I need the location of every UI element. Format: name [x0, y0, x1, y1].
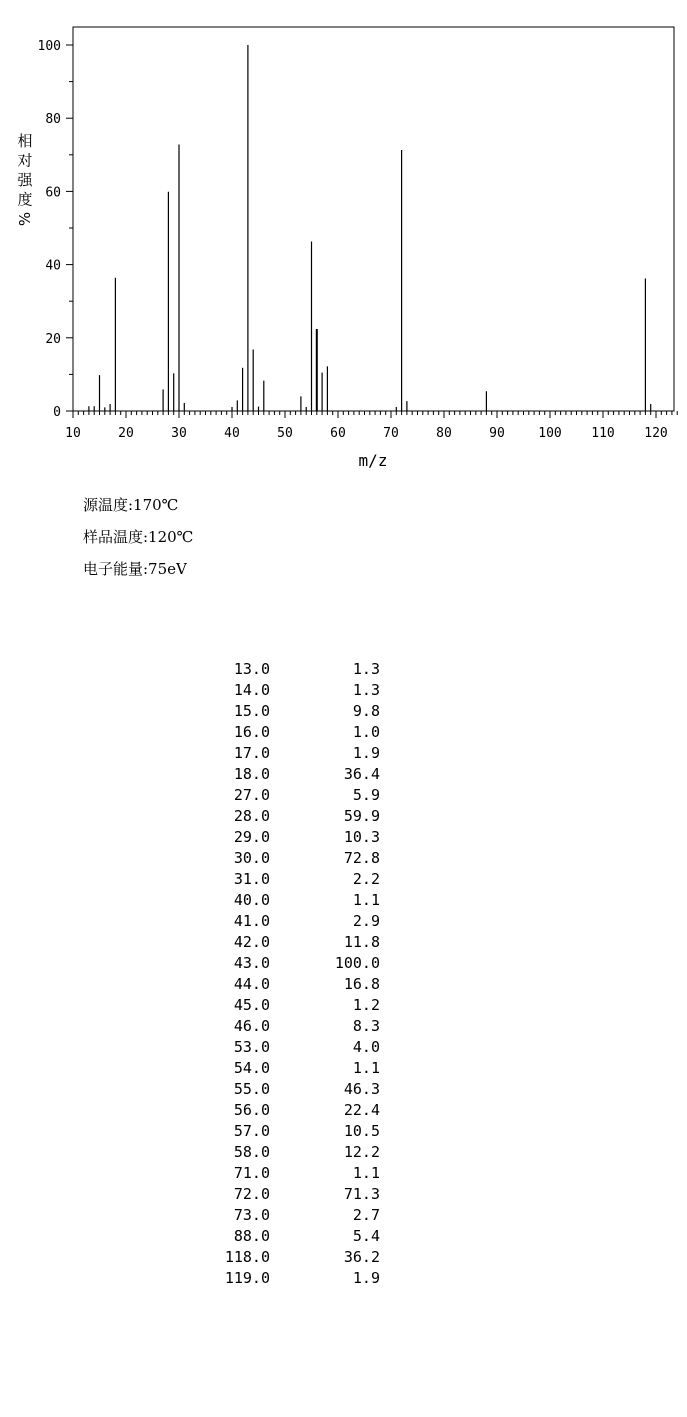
table-row [200, 953, 380, 974]
table-row [200, 827, 380, 848]
peak-intensity: 36.2 [343, 1248, 380, 1266]
table-row [200, 1226, 380, 1247]
table-row [200, 1037, 380, 1058]
peak-intensity: 59.9 [343, 807, 380, 825]
peak-mz: 57.0 [233, 1122, 270, 1140]
peak-mz: 13.0 [233, 660, 270, 678]
experiment-conditions [83, 494, 193, 590]
peak-mz: 18.0 [233, 765, 270, 783]
y-axis-title-char: 对 [17, 151, 33, 170]
peak-intensity: 5.4 [352, 1227, 380, 1245]
peak-intensity: 5.9 [352, 786, 380, 804]
peak-intensity: 72.8 [343, 849, 380, 867]
table-row [200, 848, 380, 869]
peak-intensity: 1.3 [352, 681, 380, 699]
table-row [200, 701, 380, 722]
peak-mz: 55.0 [233, 1080, 270, 1098]
peak-intensity: 36.4 [343, 765, 380, 783]
peak-mz: 14.0 [233, 681, 270, 699]
peak-mz: 72.0 [233, 1185, 270, 1203]
table-row [200, 764, 380, 785]
electron-energy: 电子能量:75eV [83, 560, 187, 578]
peak-mz: 28.0 [233, 807, 270, 825]
table-row [200, 911, 380, 932]
peak-mz: 30.0 [233, 849, 270, 867]
x-tick-label: 120 [644, 426, 668, 441]
table-row [200, 932, 380, 953]
x-axis-title: m/z [358, 451, 388, 470]
peak-mz: 41.0 [233, 912, 270, 930]
table-row [200, 1079, 380, 1100]
table-row [200, 1184, 380, 1205]
peak-mz: 31.0 [233, 870, 270, 888]
peak-mz: 17.0 [233, 744, 270, 762]
peak-intensity: 10.5 [343, 1122, 380, 1140]
table-row [200, 1205, 380, 1226]
table-row [200, 1268, 380, 1289]
mass-spectrum-chart [0, 0, 687, 480]
table-row [200, 1121, 380, 1142]
peak-intensity: 11.8 [343, 933, 380, 951]
peak-intensity: 2.9 [352, 912, 380, 930]
peak-mz: 40.0 [233, 891, 270, 909]
table-row [200, 1058, 380, 1079]
table-row [200, 1247, 380, 1268]
y-tick-label: 80 [45, 112, 61, 128]
table-row [200, 722, 380, 743]
peak-mz: 71.0 [233, 1164, 270, 1182]
y-tick-label: 100 [37, 39, 61, 54]
plot-frame [73, 27, 674, 411]
x-tick-label: 60 [330, 426, 346, 441]
table-row [200, 1163, 380, 1184]
peak-intensity: 1.2 [352, 996, 380, 1014]
peak-intensity: 16.8 [343, 975, 380, 993]
peak-intensity: 10.3 [343, 828, 380, 846]
x-tick-label: 80 [436, 426, 452, 441]
peak-mz: 54.0 [233, 1059, 270, 1077]
peak-intensity: 100.0 [334, 954, 380, 972]
peak-intensity: 2.7 [352, 1206, 380, 1224]
peak-intensity: 1.1 [352, 891, 380, 909]
peak-intensity: 8.3 [352, 1017, 380, 1035]
table-row [200, 680, 380, 701]
peak-intensity: 1.9 [352, 1269, 380, 1287]
peak-mz: 73.0 [233, 1206, 270, 1224]
peak-mz: 16.0 [233, 723, 270, 741]
y-axis-title-char: % [16, 211, 34, 227]
peak-mz: 88.0 [233, 1227, 270, 1245]
peak-intensity: 4.0 [352, 1038, 380, 1056]
table-row [200, 974, 380, 995]
peak-intensity: 1.3 [352, 660, 380, 678]
peak-intensity: 71.3 [343, 1185, 380, 1203]
x-tick-label: 30 [171, 426, 187, 441]
peak-mz: 118.0 [224, 1248, 270, 1266]
table-row [200, 995, 380, 1016]
table-row [200, 1142, 380, 1163]
peak-intensity: 46.3 [343, 1080, 380, 1098]
x-tick-label: 100 [538, 426, 562, 441]
y-axis-title-char: 相 [17, 132, 33, 150]
peak-mz: 46.0 [233, 1017, 270, 1035]
peak-mz: 43.0 [233, 954, 270, 972]
y-tick-label: 0 [53, 405, 61, 420]
peak-intensity: 1.1 [352, 1164, 380, 1182]
table-row [200, 869, 380, 890]
peak-intensity: 12.2 [343, 1143, 380, 1161]
x-tick-label: 110 [591, 426, 615, 441]
y-axis [38, 39, 73, 420]
peak-intensity: 1.1 [352, 1059, 380, 1077]
peak-mz: 58.0 [233, 1143, 270, 1161]
peak-mz: 42.0 [233, 933, 270, 951]
y-tick-label: 40 [45, 258, 61, 274]
peak-intensity: 1.9 [352, 744, 380, 762]
y-axis-title [16, 132, 34, 226]
x-tick-label: 70 [383, 426, 399, 441]
table-row [200, 743, 380, 764]
peak-intensity: 9.8 [352, 702, 380, 720]
table-row [200, 659, 380, 680]
x-tick-label: 50 [277, 426, 293, 441]
source-temperature: 源温度:170℃ [83, 496, 179, 514]
y-axis-title-char: 度 [17, 190, 33, 209]
y-tick-label: 20 [45, 331, 61, 347]
peak-intensity: 22.4 [343, 1101, 380, 1119]
x-tick-label: 10 [65, 426, 81, 441]
table-row [200, 785, 380, 806]
table-row [200, 806, 380, 827]
x-tick-label: 90 [489, 426, 505, 441]
spectrum-peaks [89, 45, 651, 411]
x-tick-label: 40 [224, 426, 240, 441]
peak-mz: 29.0 [233, 828, 270, 846]
sample-temperature: 样品温度:120℃ [83, 528, 194, 546]
peak-mz: 53.0 [233, 1038, 270, 1056]
peak-intensity: 1.0 [352, 723, 380, 741]
x-axis [65, 411, 677, 441]
table-row [200, 1100, 380, 1121]
peak-mz: 27.0 [233, 786, 270, 804]
x-tick-label: 20 [118, 426, 134, 441]
peak-table [200, 659, 380, 1289]
peak-mz: 15.0 [233, 702, 270, 720]
peak-mz: 45.0 [233, 996, 270, 1014]
table-row [200, 890, 380, 911]
peak-mz: 119.0 [224, 1269, 270, 1287]
peak-intensity: 2.2 [352, 870, 380, 888]
peak-mz: 56.0 [233, 1101, 270, 1119]
y-axis-title-char: 强 [17, 171, 33, 189]
table-row [200, 1016, 380, 1037]
peak-mz: 44.0 [233, 975, 270, 993]
y-tick-label: 60 [45, 185, 61, 201]
